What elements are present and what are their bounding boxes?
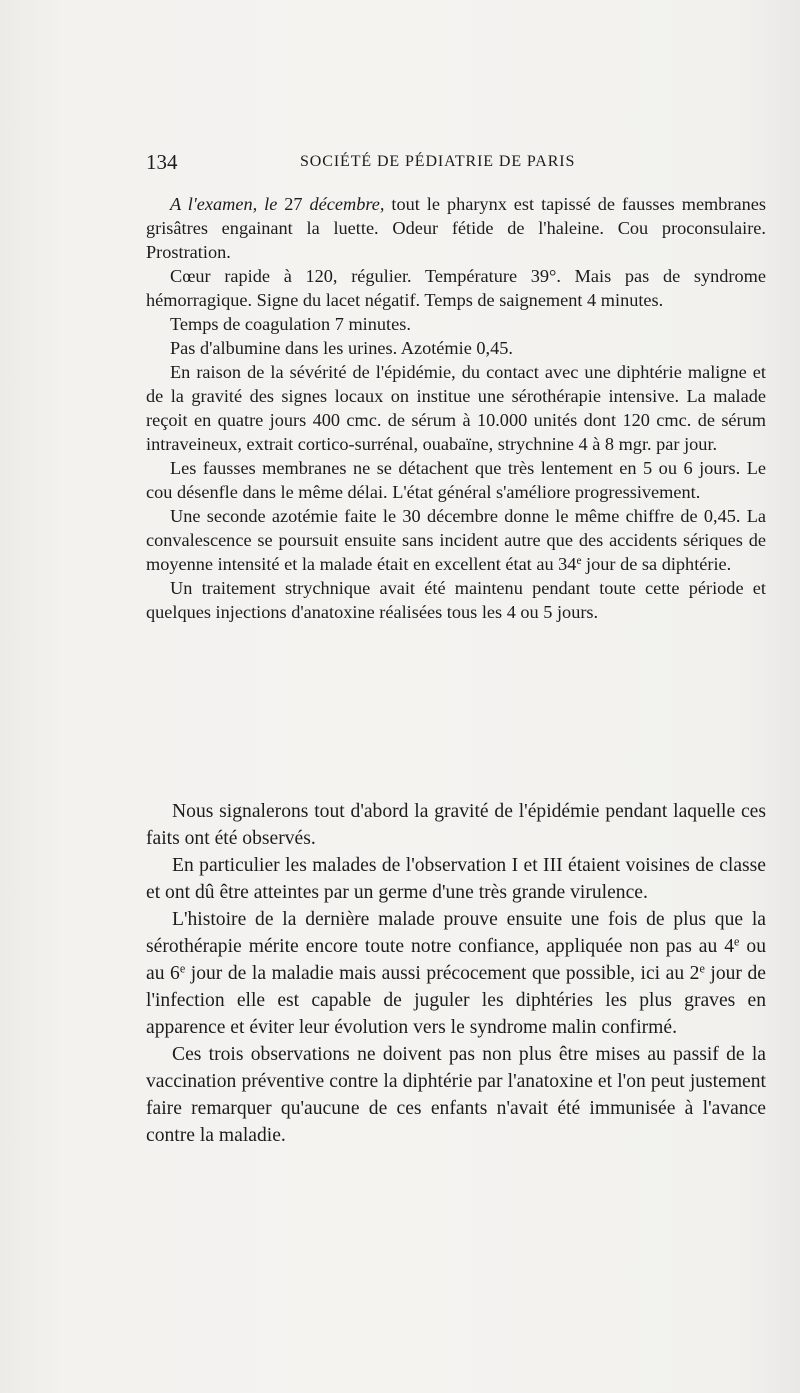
serotherapy-sup-2: e [179,961,186,976]
serotherapy-text-c: jour de la maladie mais aussi précocement que possible, ici au 2 [185,963,700,984]
paragraph-coagulation: Temps de coagulation 7 minutes. [170,314,411,334]
paragraph-vaccination: Ces trois observations ne doivent pas non plus être mises au passif de la vaccination préventive contre la diphtérie par l'anatoxine et l'on peut justement faire remarquer qu'aucune de ces enfants n'avait été immunisée à l'avance contre la maladie. [146,1044,766,1146]
examination-text: tout le pharynx est tapissé de fausses membranes grisâtres engainant la luette. Odeur fétide de l'haleine. Cou proconsulaire. Prostration. [146,194,766,262]
azotemia-text-b: jour de sa diphtérie. [581,554,732,574]
paragraph-serotherapy [146,906,766,1041]
azotemia-text-a: Une seconde azotémie faite le 30 décembre donne le même chiffre de 0,45. La convalescence se poursuit ensuite sans incident autre que des accidents sériques de moyenne intensité et la malade était en excellent état au 34 [146,506,766,574]
page-header [146,152,766,176]
paragraph-heart: Cœur rapide à 120, régulier. Température 39°. Mais pas de syndrome hémorragique. Signe du lacet négatif. Temps de saignement 4 minutes. [146,266,766,310]
paragraph-epidemic: Nous signalerons tout d'abord la gravité de l'épidémie pendant laquelle ces faits ont été observés. [146,801,766,849]
paragraph-examination [146,192,766,264]
page-number: 134 [146,150,178,174]
running-title: SOCIÉTÉ DE PÉDIATRIE DE PARIS [300,153,576,170]
paragraph-classmates: En particulier les malades de l'observation I et III étaient voisines de classe et ont dû être atteintes par un germe d'une très grande virulence. [146,855,766,903]
paragraph-strychnine: Un traitement strychnique avait été maintenu pendant toute cette période et quelques injections d'anatoxine réalisées tous les 4 ou 5 jours. [146,578,766,622]
serotherapy-text-b: ou au 6 [146,936,766,984]
paragraph-membranes: Les fausses membranes ne se détachent que très lentement en 5 ou 6 jours. Le cou désenfle dans le même délai. L'état général s'améliore progressivement. [146,458,766,502]
case-report-section [146,192,766,624]
serotherapy-text-a: L'histoire de la dernière malade prouve ensuite une fois de plus que la sérothérapie mérite encore toute notre confiance, appliquée non pas au 4 [146,909,766,957]
azotemia-sup: e [576,554,582,567]
examination-lead: A l'examen, le [170,194,278,214]
examination-date-day: 27 [284,194,303,214]
paragraph-azotemia [146,504,766,576]
serotherapy-sup-1: e [734,934,740,949]
examination-date-month: décembre, [309,194,385,214]
serotherapy-text-d: jour de l'infection elle est capable de juguler les diphtéries les plus graves en apparence et éviter leur évolution vers le syndrome malin confirmé. [146,963,766,1038]
paragraph-albumin: Pas d'albumine dans les urines. Azotémie 0,45. [170,338,513,358]
discussion-section [146,798,766,1149]
serotherapy-sup-3: e [699,961,705,976]
paragraph-treatment: En raison de la sévérité de l'épidémie, du contact avec une diphtérie maligne et de la gravité des signes locaux on institue une sérothérapie intensive. La malade reçoit en quatre jours 400 cmc. de sérum à 10.000 unités dont 120 cmc. de sérum intraveineux, extrait cortico-surrénal, ouabaïne, strychnine 4 à 8 mgr. par jour. [146,362,766,454]
